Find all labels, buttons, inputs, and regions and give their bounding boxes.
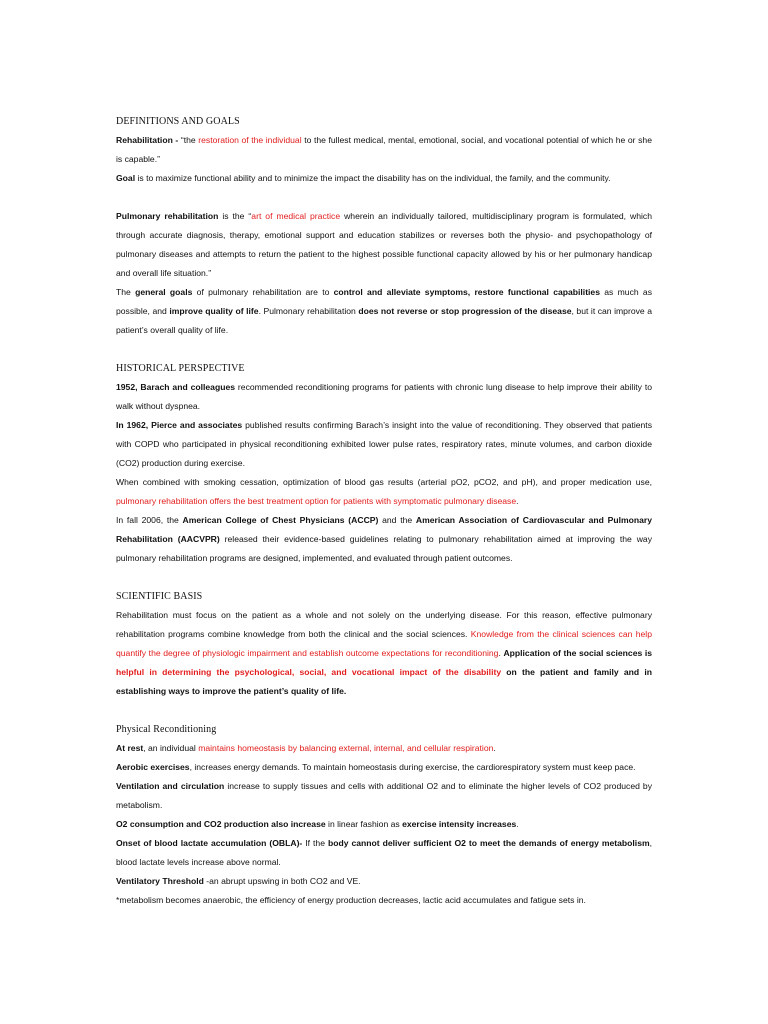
highlight-text: Knowledge from the clinical sciences can help quantify the degree of physiologic impairment and establish outcome expectations for reconditioning	[116, 629, 652, 658]
text: increase to supply tissues and cells with additional O2 and to eliminate the higher levels of CO2 produced by metabolism.	[116, 781, 653, 810]
bold-text: on the patient and family and in establishing ways to improve the patient’s quality of life.	[116, 667, 653, 696]
goal-definition	[116, 169, 652, 188]
bold-text: Onset of blood lactate accumulation (OBLA)-	[116, 838, 303, 848]
at-rest-paragraph	[116, 739, 652, 758]
text: is to maximize functional ability and to minimize the impact the disability has on the individual, the family, and the community.	[135, 173, 611, 183]
text: .	[498, 648, 504, 658]
bold-text: Aerobic exercises	[116, 762, 190, 772]
text: as much as possible, and	[116, 287, 652, 316]
text: published results confirming Barach’s insight into the value of reconditioning. They observed that patients with COPD who participated in physical reconditioning exhibited lower pulse rates, respiratory rates, minute volumes, and carbon dioxide (CO2) production during exercise.	[116, 420, 652, 468]
text: recommended reconditioning programs for patients with chronic lung disease to help improve their ability to walk without dyspnea.	[116, 382, 652, 411]
term-goal: Goal	[116, 173, 136, 183]
ventilation-paragraph	[116, 777, 652, 815]
bold-text: exercise intensity increases	[402, 819, 517, 829]
history-1952-paragraph	[116, 378, 652, 416]
bold-text: Application of the social sciences is	[503, 648, 653, 658]
text: When combined with smoking cessation, optimization of blood gas results (arterial pO2, pCO2, and pH), and proper medication use,	[116, 477, 652, 487]
document-body	[116, 112, 652, 910]
bold-text: In 1962, Pierce and associates	[116, 420, 243, 430]
text: .	[493, 743, 496, 753]
highlight-text: helpful in determining the psychological, social, and vocational impact of the disability	[116, 667, 502, 677]
history-2006-paragraph	[116, 511, 652, 568]
text: released their evidence-based guidelines relating to pulmonary rehabilitation aimed at improving the way pulmonary rehabilitation programs are designed, implemented, and evaluated through patient outcomes.	[116, 534, 652, 563]
text: In fall 2006, the	[116, 515, 183, 525]
text: , but it can improve a patient’s overall quality of life.	[116, 306, 652, 335]
bold-text: 1952, Barach and colleagues	[116, 382, 236, 392]
bold-text: does not reverse or stop progression of the disease	[358, 306, 572, 316]
o2-consumption-paragraph	[116, 815, 652, 834]
bold-text: American Association of Cardiovascular and Pulmonary Rehabilitation (AACVPR)	[116, 515, 653, 544]
text: of pulmonary rehabilitation are to	[192, 287, 334, 297]
aerobic-paragraph	[116, 758, 652, 777]
scientific-basis-paragraph	[116, 606, 652, 701]
text: , blood lactate levels increase above normal.	[116, 838, 652, 867]
section-heading-scientific: SCIENTIFIC BASIS	[116, 591, 203, 602]
text: .	[516, 819, 519, 829]
text: wherein an individually tailored, multidisciplinary program is formulated, which through accurate diagnosis, therapy, emotional support and education stabilizes or reverses both the physio- and psychopathology of pulmonary diseases and attempts to return the patient to the highest possible functional capacity allowed by his or her pulmonary handicap and overall life situation.”	[116, 211, 652, 278]
text: “the	[180, 135, 199, 145]
history-combined-paragraph	[116, 473, 652, 511]
term-rehabilitation: Rehabilitation -	[116, 135, 181, 145]
text: .	[516, 496, 519, 506]
text: and the	[378, 515, 416, 525]
bold-text: At rest	[116, 743, 144, 753]
highlight-text: pulmonary rehabilitation offers the best treatment option for patients with symptomatic pulmonary disease	[116, 496, 517, 506]
bold-text: Ventilatory Threshold	[116, 876, 204, 886]
highlight-text: maintains homeostasis by balancing external, internal, and cellular respiration	[198, 743, 494, 753]
text: If the	[302, 838, 328, 848]
bold-text: American College of Chest Physicians (ACCP)	[182, 515, 379, 525]
bold-text: Ventilation and circulation	[116, 781, 225, 791]
bold-text: general goals	[135, 287, 193, 297]
highlight-text: art of medical practice	[251, 211, 341, 221]
ventilatory-threshold-paragraph	[116, 872, 652, 891]
text: The	[116, 287, 136, 297]
text: Rehabilitation must focus on the patient as a whole and not solely on the underlying disease. For this reason, effective pulmonary rehabilitation programs combine knowledge from both the clinical and the social sciences.	[116, 610, 652, 639]
bold-text: control and alleviate symptoms, restore functional capabilities	[333, 287, 600, 297]
text: -an abrupt upswing in both CO2 and VE.	[203, 876, 361, 886]
text: . Pulmonary rehabilitation	[258, 306, 359, 316]
rehabilitation-definition	[116, 131, 652, 169]
term-pulmonary-rehabilitation: Pulmonary rehabilitation	[116, 211, 219, 221]
metabolism-note: *metabolism becomes anaerobic, the efficiency of energy production decreases, lactic acid accumulates and fatigue sets in.	[116, 895, 586, 905]
text: , an individual	[143, 743, 199, 753]
section-heading-historical: HISTORICAL PERSPECTIVE	[116, 363, 245, 374]
section-heading-definitions: DEFINITIONS AND GOALS	[116, 116, 240, 127]
history-1962-paragraph	[116, 416, 652, 473]
bold-text: O2 consumption and CO2 production also increase	[116, 819, 326, 829]
pulmonary-rehab-definition	[116, 207, 652, 283]
bold-text: improve quality of life	[169, 306, 259, 316]
text: to the fullest medical, mental, emotional, social, and vocational potential of which he or she is capable.”	[116, 135, 652, 164]
obla-paragraph	[116, 834, 652, 872]
highlight-text: restoration of the individual	[198, 135, 302, 145]
text: in linear fashion as	[325, 819, 403, 829]
text: , increases energy demands. To maintain homeostasis during exercise, the cardiorespiratory system must keep pace.	[189, 762, 636, 772]
text: is the “	[218, 211, 252, 221]
section-heading-physical: Physical Reconditioning	[116, 724, 217, 735]
general-goals-paragraph	[116, 283, 652, 340]
bold-text: body cannot deliver sufficient O2 to meet the demands of energy metabolism	[327, 838, 650, 848]
